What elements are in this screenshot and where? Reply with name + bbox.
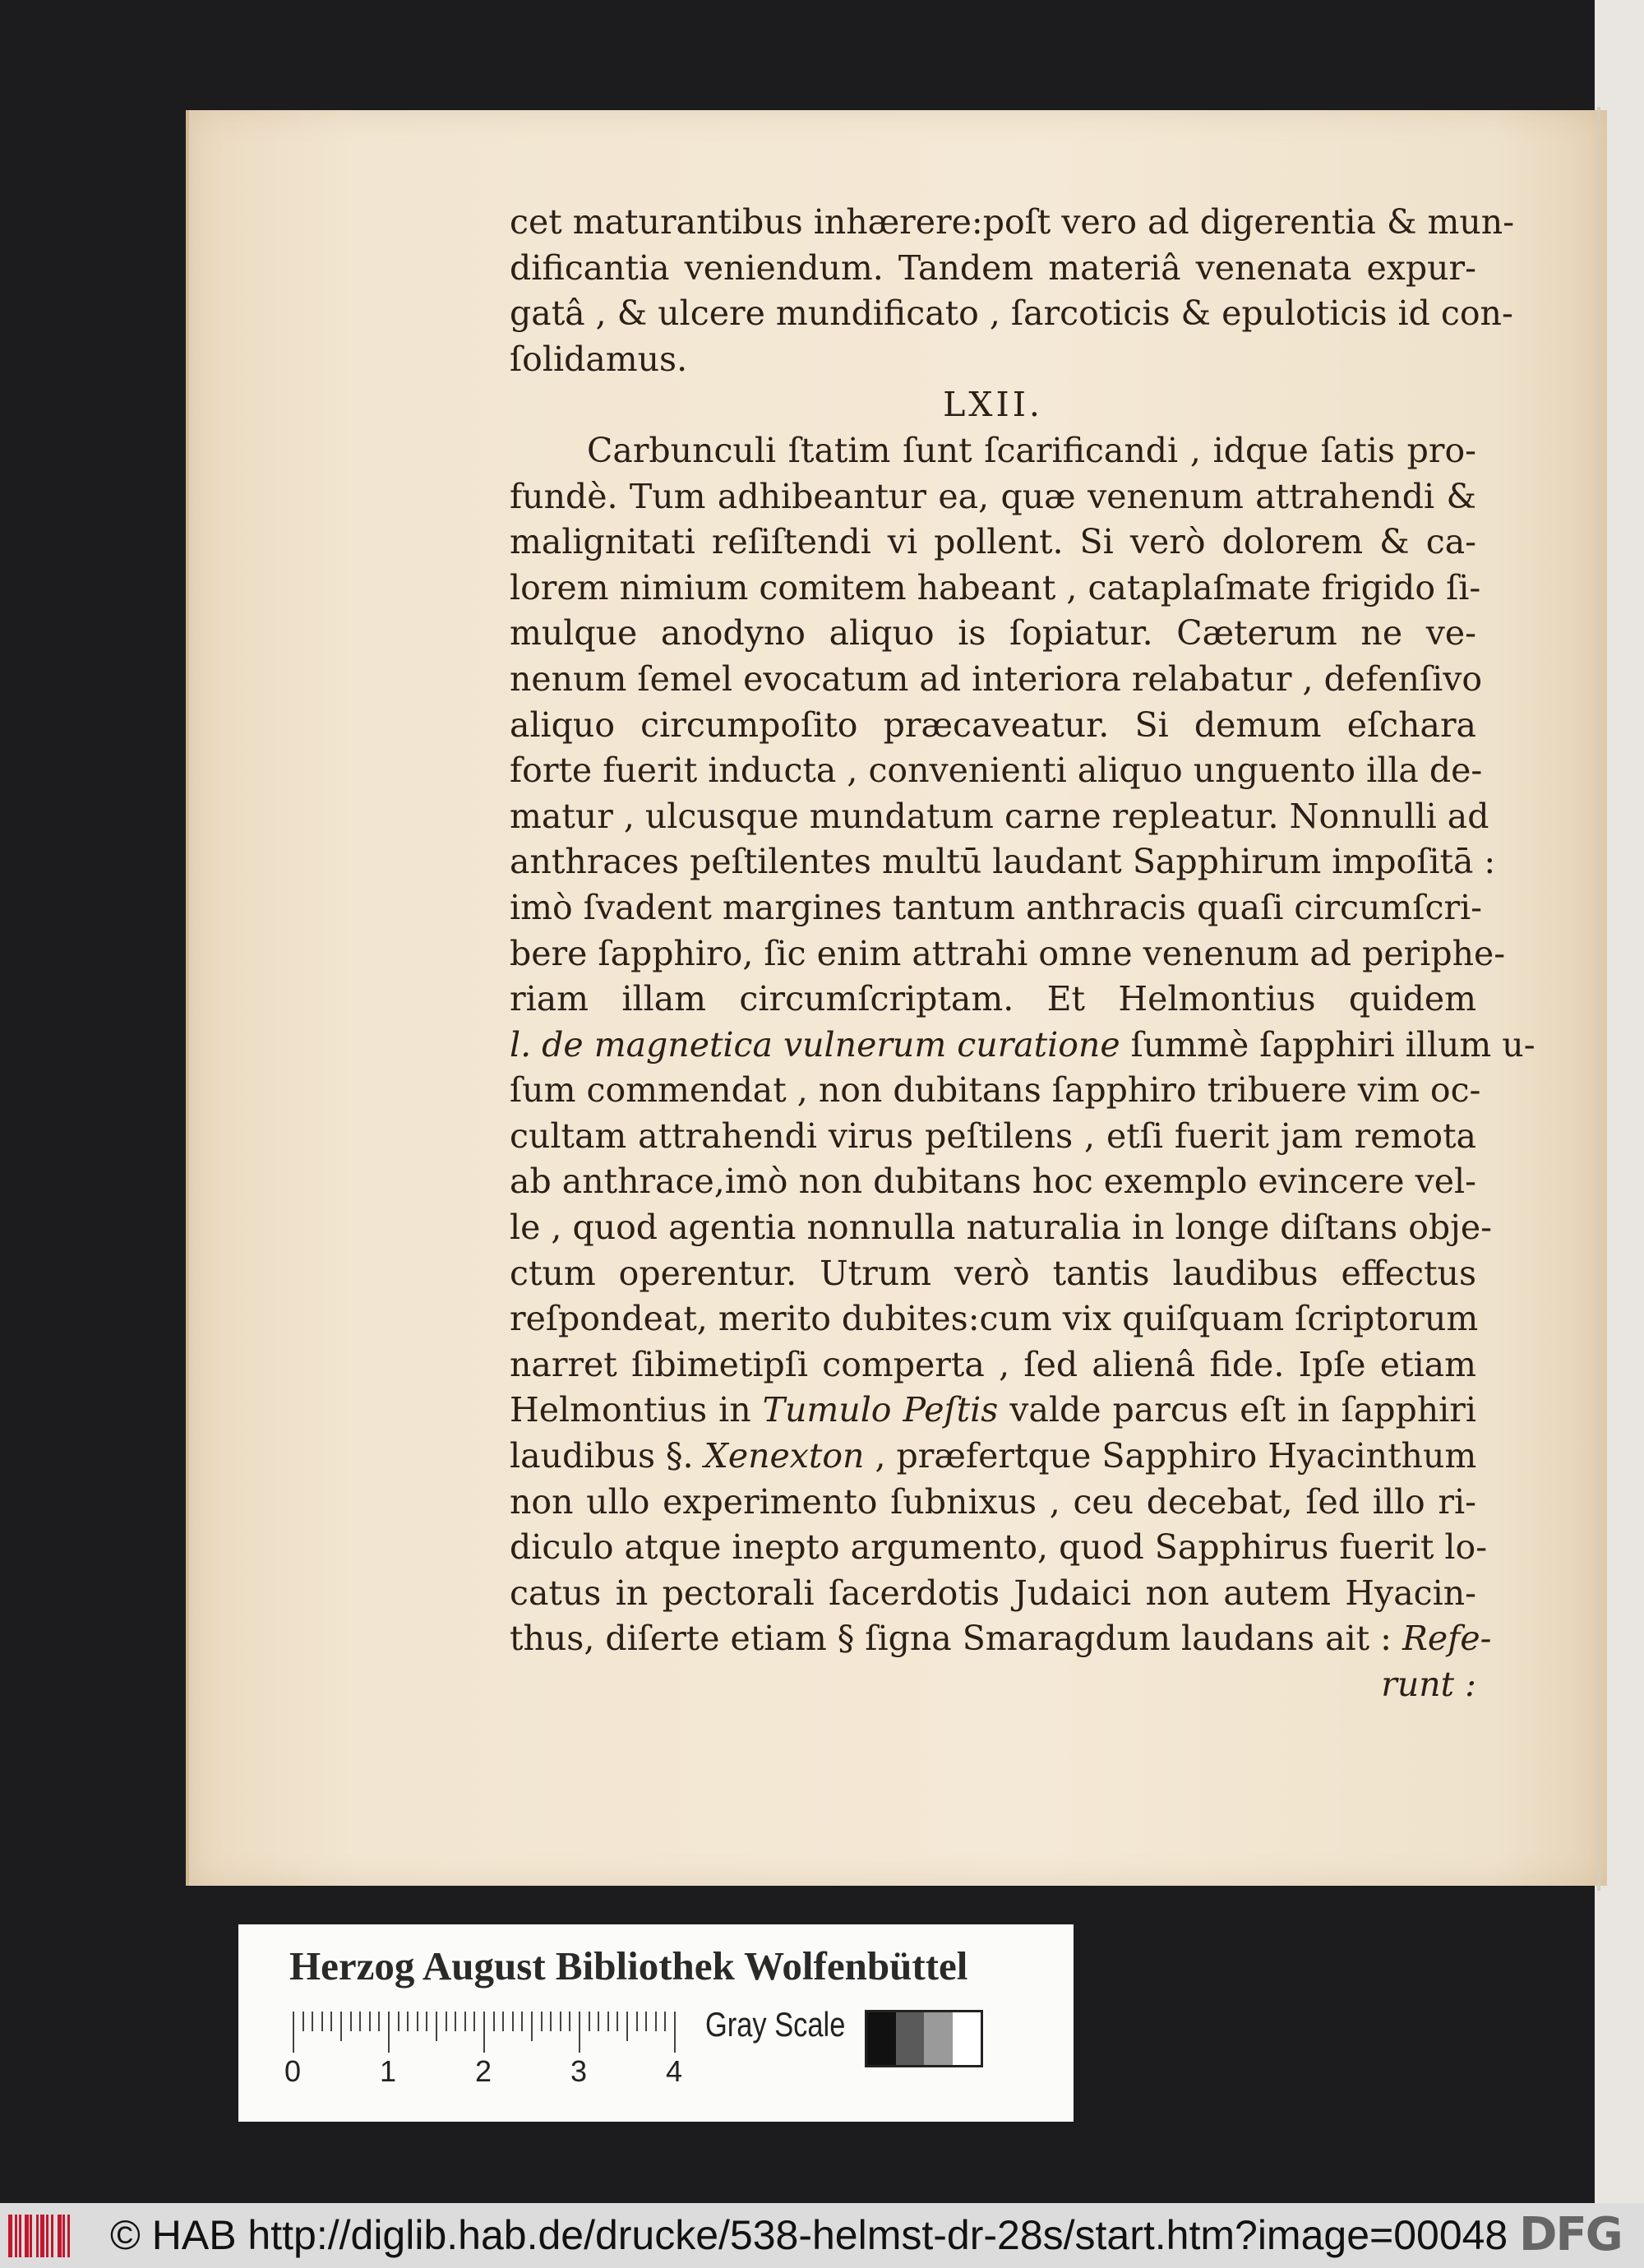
text-line: reſpondeat, merito dubites:cum vix quiſquam ſcriptorum: [510, 1299, 1479, 1339]
text-line: cultam attrahendi virus peſtilens , etſi fuerit jam remota: [510, 1116, 1476, 1156]
gray-swatch: [867, 2012, 896, 2065]
text-line: ctum operentur. Utrum verò tantis laudibus effectus: [510, 1253, 1476, 1293]
ruler-tick: [589, 2012, 590, 2031]
scale-ruler: [284, 2012, 683, 2088]
ruler-tick: [521, 2012, 523, 2031]
text-line: anthraces peſtilentes multū laudant Sapphirum impoſitā :: [510, 842, 1496, 882]
dfg-logo: DFG: [1519, 2208, 1622, 2261]
text-line: riam illam circumſcriptam. Et Helmontius quidem: [510, 979, 1476, 1019]
library-label: [238, 1924, 1074, 2122]
text-line: fundè. Tum adhibeantur ea, quæ venenum attrahendi &: [510, 476, 1476, 516]
ruler-number: 3: [570, 2054, 588, 2088]
gray-scale-swatches: [865, 2010, 983, 2067]
ruler-tick: [483, 2012, 485, 2053]
ruler-tick: [674, 2012, 676, 2053]
ruler-tick: [407, 2012, 409, 2031]
logo-bar: [51, 2215, 53, 2257]
ruler-tick: [493, 2012, 495, 2031]
text-line: laudibus §. Xenexton , præfertque Sapphiro Hyacinthum: [510, 1436, 1477, 1476]
ruler-tick: [473, 2012, 475, 2031]
page-edge: [1597, 107, 1600, 1891]
logo-bar: [58, 2215, 62, 2257]
gray-scale-label: Gray Scale: [705, 2005, 846, 2044]
text-line: le , quod agentia nonnulla naturalia in longe diſtans obje-: [510, 1208, 1492, 1248]
gray-swatch: [953, 2012, 981, 2065]
text-line: malignitati reſiſtendi vi pollent. Si verò dolorem & ca-: [510, 522, 1476, 562]
italic-text: Xenexton: [704, 1436, 865, 1476]
logo-bar: [19, 2215, 21, 2257]
logo-bar: [36, 2215, 39, 2257]
logo-bar: [40, 2215, 44, 2257]
italic-text: Tumulo Peſtis: [762, 1390, 999, 1430]
library-name: Herzog August Bibliothek Wolfenbüttel: [289, 1943, 968, 1989]
ruler-tick: [502, 2012, 504, 2031]
logo-bar: [15, 2215, 17, 2257]
gray-swatch: [924, 2012, 953, 2065]
text-line: non ullo experimento ſubnixus , ceu decebat, ſed illo ri-: [510, 1481, 1476, 1522]
text-line: matur , ulcusque mundatum carne repleatur. Nonnulli ad: [510, 796, 1489, 836]
logo-bar: [62, 2215, 65, 2257]
ruler-tick: [398, 2012, 399, 2031]
section-heading: LXII.: [943, 385, 1043, 425]
text-line: mulque anodyno aliquo is ſopiatur. Cæterum ne ve-: [510, 613, 1476, 654]
text-line: ſolidamus.: [510, 339, 688, 379]
ruler-tick: [636, 2012, 638, 2031]
ruler-number: 4: [666, 2054, 683, 2088]
ruler-number: 1: [380, 2054, 397, 2088]
page-text: [510, 200, 1535, 1708]
ruler-tick: [388, 2012, 390, 2053]
ruler-tick: [340, 2012, 342, 2041]
text-line: l. de magnetica vulnerum curatione ſummè ſapphiri illum u-: [510, 1024, 1535, 1065]
ruler-tick: [302, 2012, 304, 2031]
ruler-tick: [455, 2012, 456, 2031]
text-line: forte fuerit inducta , convenienti aliquo unguento illa de-: [510, 751, 1483, 791]
footer-bar: [0, 2203, 1644, 2268]
ruler-tick: [645, 2012, 647, 2031]
logo-bar: [46, 2215, 48, 2257]
gray-swatch: [896, 2012, 925, 2065]
ruler-number: 2: [475, 2054, 492, 2088]
ruler-tick: [369, 2012, 371, 2031]
ruler-tick: [512, 2012, 514, 2031]
ruler-tick: [350, 2012, 352, 2031]
ruler-tick: [626, 2012, 628, 2041]
text-line: imò ſvadent margines tantum anthracis quaſi circumſcri-: [510, 887, 1483, 927]
logo-bar: [30, 2215, 32, 2257]
ruler-tick: [541, 2012, 543, 2031]
text-line: narret ſibimetipſi comperta , ſed alienâ fide. Ipſe etiam: [510, 1344, 1476, 1384]
ruler-tick: [417, 2012, 418, 2031]
ruler-tick: [607, 2012, 609, 2031]
ruler-tick: [330, 2012, 332, 2031]
ruler-tick: [446, 2012, 447, 2031]
ruler-tick: [293, 2012, 294, 2053]
text-line: bere ſapphiro, ſic enim attrahi omne venenum ad periphe-: [510, 933, 1506, 973]
ruler-tick: [436, 2012, 437, 2041]
ruler-tick: [569, 2012, 570, 2031]
italic-text: Refe-: [1402, 1619, 1492, 1659]
catchword: runt :: [1381, 1665, 1476, 1704]
ruler-tick: [464, 2012, 466, 2031]
ruler-tick: [550, 2012, 552, 2031]
text-line: cet maturantibus inhærere:poſt vero ad digerentia & mun-: [510, 202, 1515, 242]
ruler-tick: [378, 2012, 380, 2031]
text-line: catus in pectorali ſacerdotis Judaici non autem Hyacin-: [510, 1573, 1476, 1613]
ruler-tick: [598, 2012, 599, 2031]
ruler-tick: [312, 2012, 313, 2031]
text-line: Carbunculi ſtatim ſunt ſcarificandi , idque ſatis pro-: [587, 430, 1476, 470]
italic-text: l. de magnetica vulnerum curatione: [510, 1024, 1120, 1065]
logo-bar: [67, 2215, 70, 2257]
text-line: gatâ , & ulcere mundificato , ſarcoticis & epuloticis id con-: [510, 293, 1513, 334]
ruler-tick: [531, 2012, 533, 2041]
ruler-tick: [579, 2012, 580, 2053]
ruler-tick: [655, 2012, 657, 2031]
ruler-tick: [426, 2012, 427, 2031]
ruler-tick: [664, 2012, 666, 2031]
text-line: Helmontius in Tumulo Peſtis valde parcus eſt in ſapphiri: [510, 1390, 1476, 1430]
ruler-tick: [560, 2012, 561, 2031]
copyright-url[interactable]: © HAB http://diglib.hab.de/drucke/538-helmst-dr-28s/start.htm?image=00048: [110, 2212, 1508, 2258]
text-line: nenum ſemel evocatum ad interiora relabatur , defenſivo: [510, 658, 1483, 699]
text-line: ab anthrace,imò non dubitans hoc exemplo evincere vel-: [510, 1162, 1476, 1202]
logo-bar: [8, 2215, 12, 2257]
ruler-tick: [359, 2012, 361, 2031]
text-line: lorem nimium comitem habeant , cataplaſmate frigido ſi-: [510, 567, 1481, 607]
text-line: dificantia veniendum. Tandem materiâ venenata expur-: [510, 247, 1476, 288]
text-line: aliquo circumpoſito præcaveatur. Si demum eſchara: [510, 704, 1476, 745]
text-line: ſum commendat , non dubitans ſapphiro tribuere vim oc-: [510, 1070, 1481, 1111]
logo-bar: [25, 2215, 29, 2257]
text-line: thus, diſerte etiam § ſigna Smaragdum laudans ait : Refe-: [510, 1619, 1492, 1659]
ruler-number: 0: [284, 2054, 302, 2088]
hab-logo-icon: [8, 2215, 71, 2257]
ruler-tick: [616, 2012, 618, 2031]
text-line: diculo atque inepto argumento, quod Sapphirus fuerit lo-: [510, 1527, 1488, 1568]
ruler-tick: [321, 2012, 323, 2031]
